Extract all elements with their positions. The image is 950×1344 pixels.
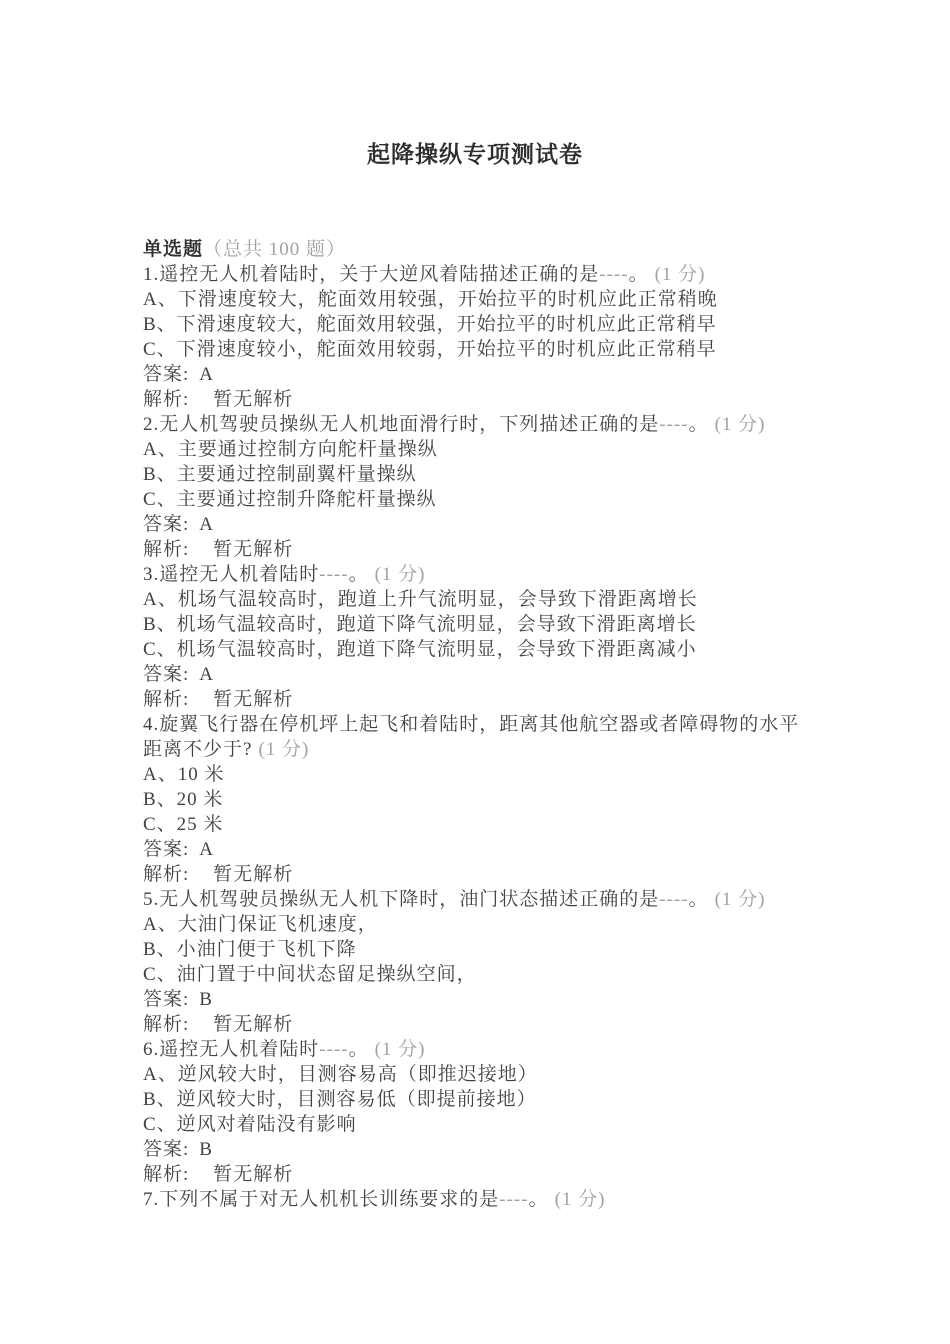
page-title: 起降操纵专项测试卷	[367, 142, 583, 167]
answer-value: B	[199, 989, 213, 1010]
question-stem-tail: 。	[528, 1189, 549, 1210]
analysis-label: 解析:	[143, 864, 190, 885]
question-option	[143, 912, 815, 937]
analysis-value: 暂无解析	[213, 864, 294, 885]
question-option	[143, 312, 815, 337]
question-option	[143, 762, 815, 787]
question-option	[143, 937, 815, 962]
option-text: A、大油门保证飞机速度，	[143, 914, 378, 935]
question-blank: ----	[499, 1189, 529, 1210]
question-option	[143, 487, 815, 512]
question-option	[143, 1112, 815, 1137]
question-option	[143, 437, 815, 462]
question-stem-line	[143, 712, 815, 762]
question-block	[143, 412, 815, 562]
question-stem-tail: 。	[348, 1039, 369, 1060]
question-stem-tail: 。	[688, 889, 709, 910]
option-text: C、主要通过控制升降舵杆量操纵	[143, 489, 437, 510]
analysis-value: 暂无解析	[213, 1014, 294, 1035]
analysis-value: 暂无解析	[213, 689, 294, 710]
question-block	[143, 262, 815, 412]
answer-line	[143, 662, 815, 687]
answer-value: B	[199, 1139, 213, 1160]
question-block	[143, 562, 815, 712]
analysis-label: 解析:	[143, 389, 190, 410]
option-text: B、小油门便于飞机下降	[143, 939, 357, 960]
question-option	[143, 812, 815, 837]
option-text: A、下滑速度较大，舵面效用较强，开始拉平的时机应此正常稍晚	[143, 289, 718, 310]
analysis-line	[143, 1162, 815, 1187]
answer-line	[143, 1137, 815, 1162]
question-option	[143, 962, 815, 987]
question-block	[143, 887, 815, 1037]
question-option	[143, 787, 815, 812]
question-stem-line	[143, 1187, 815, 1212]
section-heading	[143, 237, 815, 262]
section-question-count: （总共 100 题）	[203, 239, 347, 260]
option-text: C、机场气温较高时，跑道下降气流明显，会导致下滑距离减小	[143, 639, 697, 660]
analysis-value: 暂无解析	[213, 1164, 294, 1185]
answer-line	[143, 837, 815, 862]
option-text: A、机场气温较高时，跑道上升气流明显，会导致下滑距离增长	[143, 589, 698, 610]
analysis-line	[143, 537, 815, 562]
answer-value: A	[199, 364, 215, 385]
question-block	[143, 712, 815, 887]
question-score: (1 分)	[654, 264, 706, 285]
question-score: (1 分)	[714, 414, 766, 435]
option-text: B、下滑速度较大，舵面效用较强，开始拉平的时机应此正常稍早	[143, 314, 717, 335]
option-text: C、下滑速度较小，舵面效用较弱，开始拉平的时机应此正常稍早	[143, 339, 717, 360]
question-stem-line	[143, 262, 815, 287]
analysis-line	[143, 387, 815, 412]
question-stem-text: 4.旋翼飞行器在停机坪上起飞和着陆时，距离其他航空器或者障碍物的水平距离不少于?	[143, 714, 800, 760]
question-blank: ----	[319, 1039, 349, 1060]
answer-line	[143, 987, 815, 1012]
question-stem-text: 7.下列不属于对无人机机长训练要求的是	[143, 1189, 500, 1210]
question-stem-line	[143, 412, 815, 437]
answer-value: A	[199, 664, 215, 685]
option-text: B、主要通过控制副翼杆量操纵	[143, 464, 417, 485]
question-blank: ----	[659, 414, 689, 435]
answer-value: A	[199, 839, 215, 860]
section-type-label: 单选题	[143, 239, 204, 260]
analysis-label: 解析:	[143, 539, 190, 560]
question-blank: ----	[319, 564, 349, 585]
option-text: A、逆风较大时，目测容易高（即推迟接地）	[143, 1064, 538, 1085]
question-list	[143, 262, 815, 1212]
option-text: B、逆风较大时，目测容易低（即提前接地）	[143, 1089, 537, 1110]
question-score: (1 分)	[554, 1189, 606, 1210]
answer-label: 答案:	[143, 364, 190, 385]
analysis-label: 解析:	[143, 689, 190, 710]
question-option	[143, 1062, 815, 1087]
question-stem-line	[143, 887, 815, 912]
question-stem-text: 1.遥控无人机着陆时，关于大逆风着陆描述正确的是	[143, 264, 600, 285]
question-stem-line	[143, 1037, 815, 1062]
option-text: C、25 米	[143, 814, 224, 835]
question-stem-tail: 。	[688, 414, 709, 435]
analysis-value: 暂无解析	[213, 539, 294, 560]
option-text: B、机场气温较高时，跑道下降气流明显，会导致下滑距离增长	[143, 614, 697, 635]
question-option	[143, 1087, 815, 1112]
question-option	[143, 287, 815, 312]
question-score: (1 分)	[374, 564, 426, 585]
question-option	[143, 637, 815, 662]
answer-line	[143, 362, 815, 387]
question-option	[143, 337, 815, 362]
answer-label: 答案:	[143, 514, 190, 535]
answer-value: A	[199, 514, 215, 535]
question-option	[143, 587, 815, 612]
answer-line	[143, 512, 815, 537]
answer-label: 答案:	[143, 664, 190, 685]
analysis-value: 暂无解析	[213, 389, 294, 410]
question-stem-line	[143, 562, 815, 587]
option-text: A、10 米	[143, 764, 225, 785]
question-blank: ----	[659, 889, 689, 910]
option-text: A、主要通过控制方向舵杆量操纵	[143, 439, 438, 460]
question-option	[143, 462, 815, 487]
option-text: C、油门置于中间状态留足操纵空间，	[143, 964, 477, 985]
question-score: (1 分)	[374, 1039, 426, 1060]
question-stem-text: 3.遥控无人机着陆时	[143, 564, 320, 585]
analysis-line	[143, 1012, 815, 1037]
question-block	[143, 1187, 815, 1212]
question-block	[143, 1037, 815, 1187]
analysis-label: 解析:	[143, 1014, 190, 1035]
analysis-line	[143, 687, 815, 712]
question-stem-text: 6.遥控无人机着陆时	[143, 1039, 320, 1060]
exam-content	[143, 237, 815, 1212]
question-stem-text: 5.无人机驾驶员操纵无人机下降时，油门状态描述正确的是	[143, 889, 660, 910]
answer-label: 答案:	[143, 989, 190, 1010]
answer-label: 答案:	[143, 1139, 190, 1160]
question-blank: ----	[599, 264, 629, 285]
analysis-label: 解析:	[143, 1164, 190, 1185]
question-score: (1 分)	[714, 889, 766, 910]
question-stem-text: 2.无人机驾驶员操纵无人机地面滑行时，下列描述正确的是	[143, 414, 660, 435]
question-stem-tail: 。	[348, 564, 369, 585]
question-score: (1 分)	[258, 739, 310, 760]
option-text: C、逆风对着陆没有影响	[143, 1114, 357, 1135]
question-stem-tail: 。	[628, 264, 649, 285]
option-text: B、20 米	[143, 789, 224, 810]
answer-label: 答案:	[143, 839, 190, 860]
question-option	[143, 612, 815, 637]
analysis-line	[143, 862, 815, 887]
